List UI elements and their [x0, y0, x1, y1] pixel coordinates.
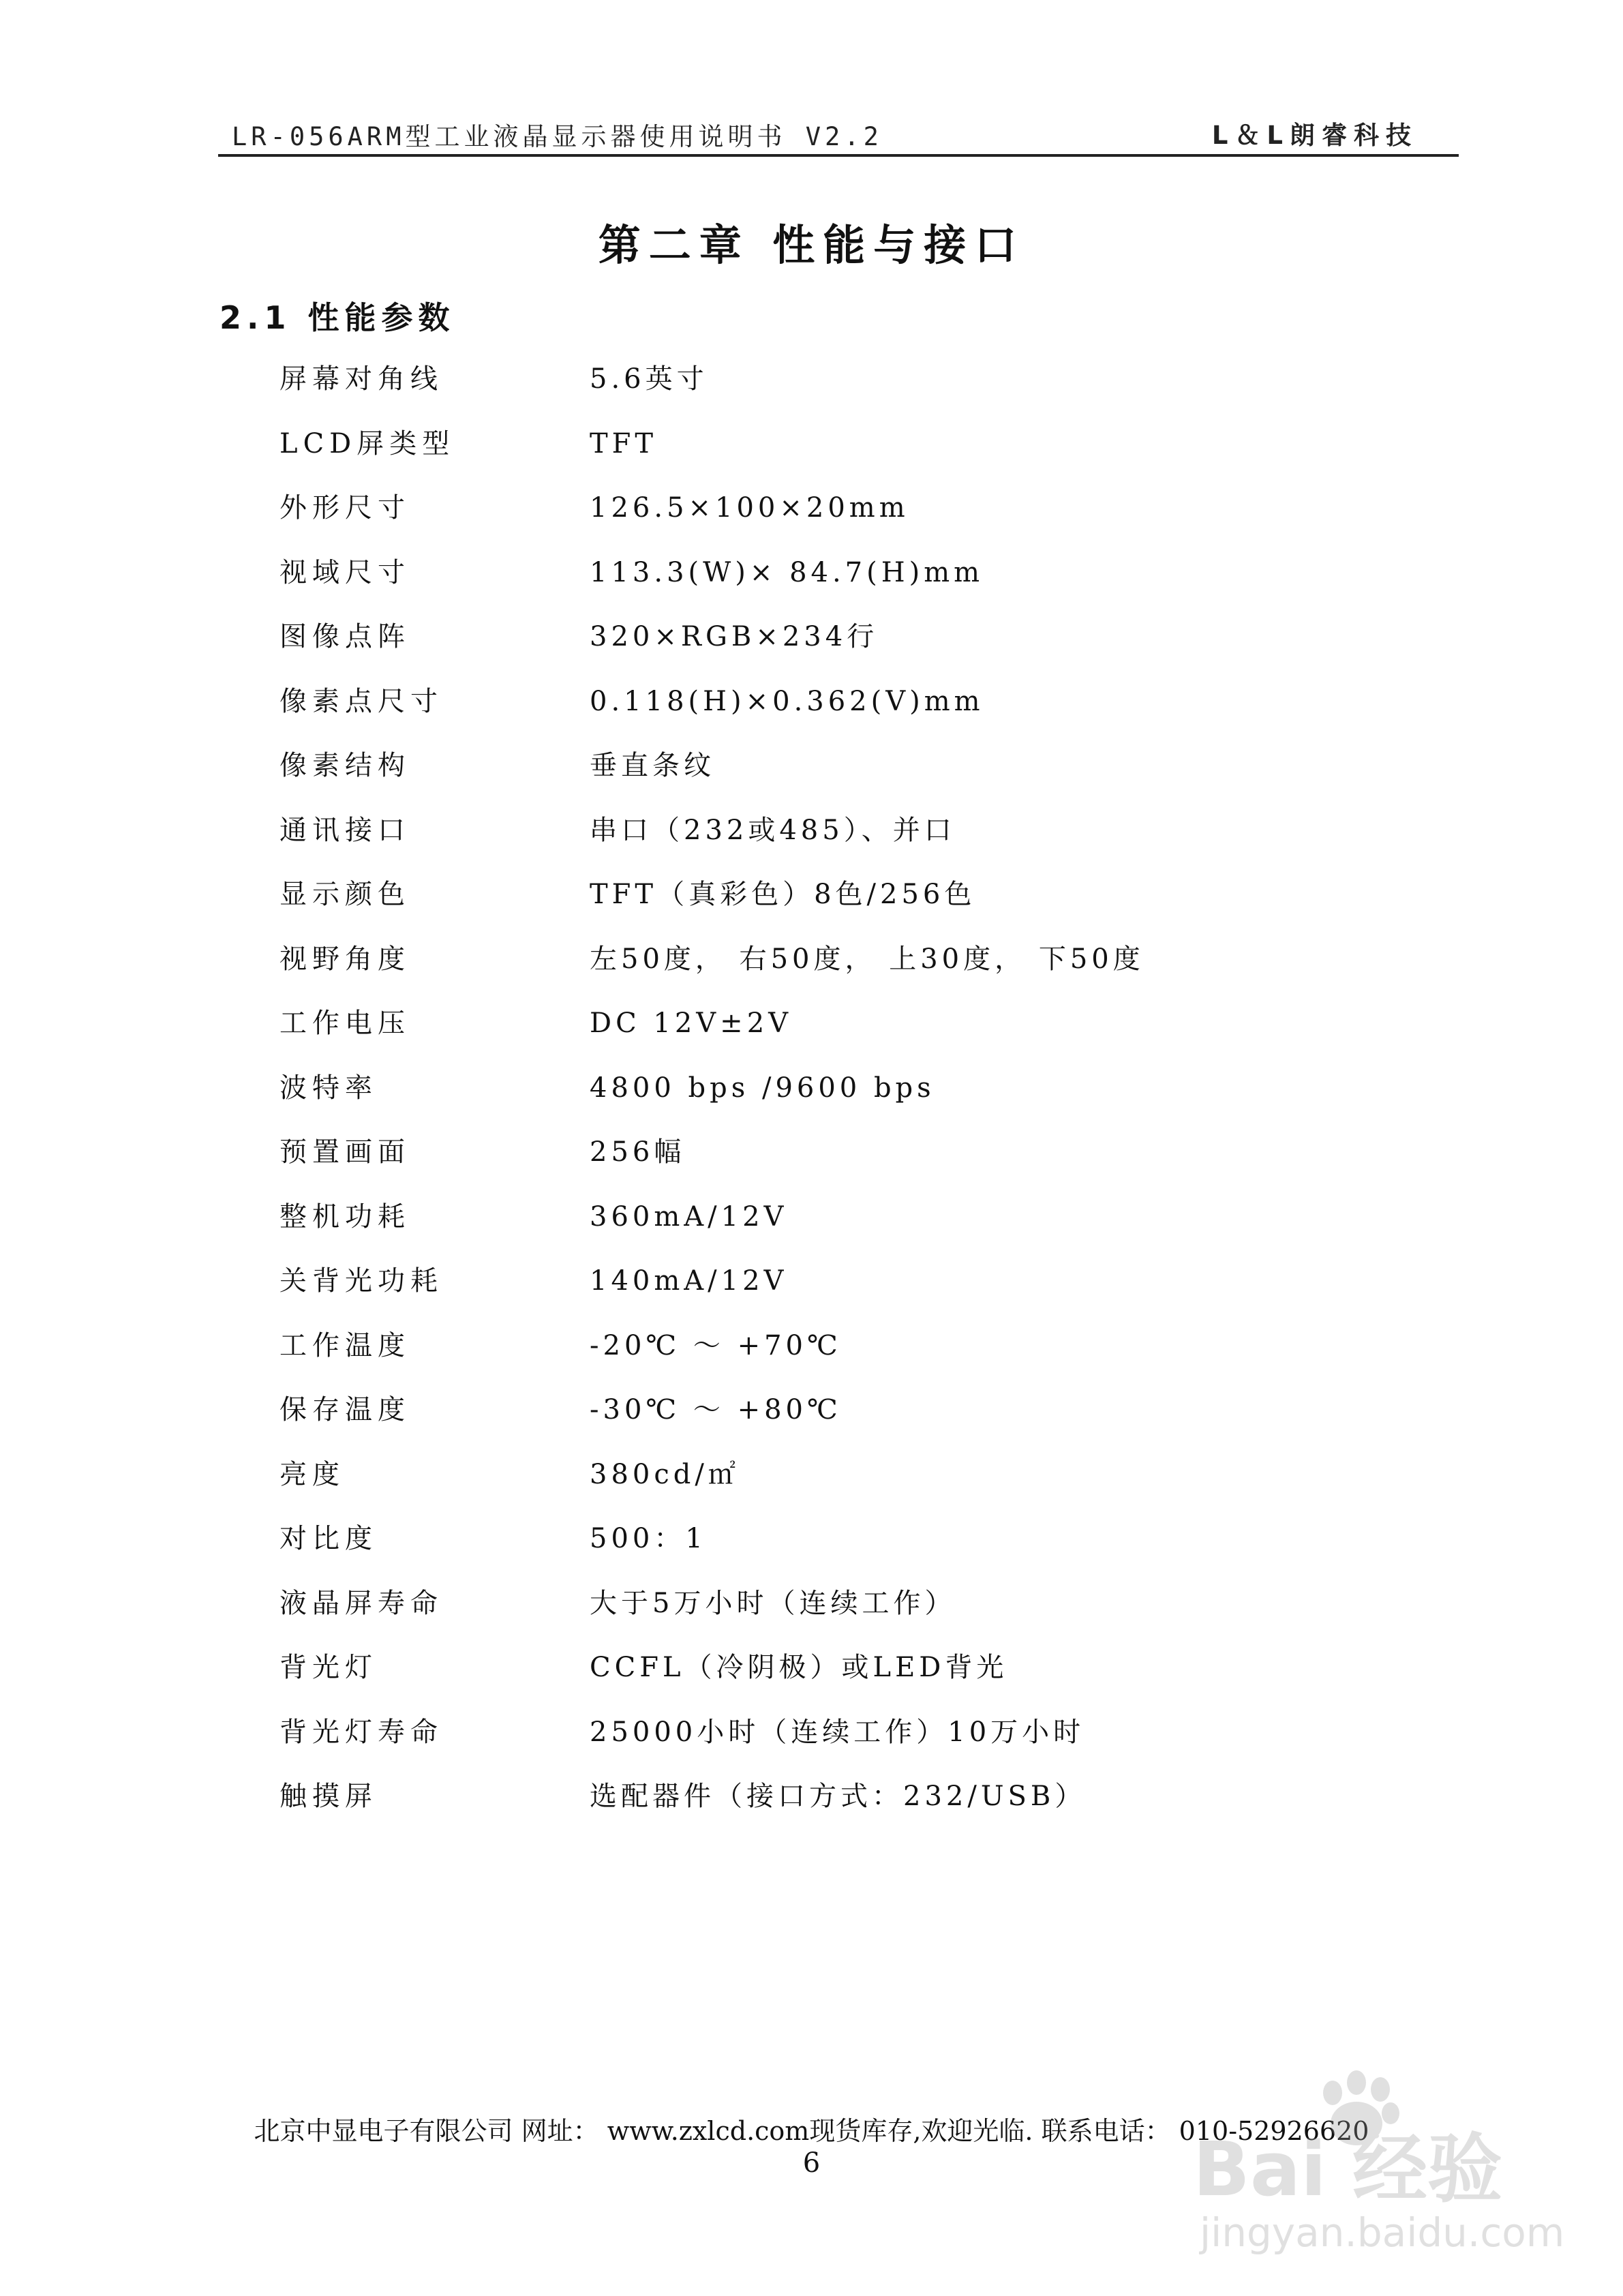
- param-value: 大于5万小时（连续工作）: [590, 1587, 956, 1619]
- param-value: 0.118(H)×0.362(V)mm: [590, 685, 984, 717]
- param-value: DC 12V±2V: [590, 1008, 793, 1039]
- param-row: [279, 1065, 1506, 1130]
- param-row: [279, 807, 1506, 872]
- param-row: [279, 1451, 1506, 1516]
- param-value: TFT: [590, 427, 658, 459]
- param-name: 背光灯寿命: [279, 1716, 443, 1748]
- param-row: [279, 1000, 1506, 1065]
- param-name: 显示颜色: [279, 879, 410, 910]
- param-value: 5.6英寸: [590, 363, 708, 395]
- param-value: 串口（232或485）、并口: [590, 814, 956, 846]
- param-name: 像素结构: [279, 750, 410, 781]
- page-number: 6: [802, 2147, 821, 2179]
- param-value: -20℃ ～ +70℃: [590, 1329, 842, 1361]
- watermark-logo-text: Bai 经验: [1193, 2126, 1503, 2213]
- param-row: [279, 1323, 1506, 1387]
- param-value: 126.5×100×20mm: [590, 492, 909, 524]
- param-name: 视域尺寸: [279, 556, 410, 588]
- param-name: LCD屏类型: [279, 427, 455, 459]
- param-row: [279, 678, 1506, 743]
- param-row: [279, 1580, 1506, 1645]
- section-title: 2.1 性能参数: [219, 299, 455, 336]
- param-value: 113.3(W)× 84.7(H)mm: [590, 556, 984, 588]
- param-name: 触摸屏: [279, 1781, 378, 1812]
- param-name: 预置画面: [279, 1136, 410, 1168]
- param-name: 保存温度: [279, 1394, 410, 1425]
- param-row: [279, 1258, 1506, 1323]
- performance-parameters-list: [279, 356, 1506, 1838]
- param-value: TFT（真彩色）8色/256色: [590, 879, 976, 910]
- param-name: 背光灯: [279, 1652, 378, 1683]
- param-row: [279, 614, 1506, 678]
- page-header: [218, 109, 1459, 157]
- param-row: [279, 549, 1506, 614]
- param-name: 视野角度: [279, 943, 410, 975]
- param-name: 亮度: [279, 1458, 345, 1490]
- param-value: 140mA/12V: [590, 1265, 788, 1297]
- param-value: CCFL（冷阴极）或LED背光: [590, 1652, 1008, 1683]
- param-name: 工作电压: [279, 1008, 410, 1039]
- param-row: [279, 1773, 1506, 1838]
- param-name: 像素点尺寸: [279, 685, 443, 717]
- param-row: [279, 1194, 1506, 1258]
- chapter-title: 第二章 性能与接口: [598, 220, 1025, 270]
- param-name: 关背光功耗: [279, 1265, 443, 1297]
- param-value: 25000小时（连续工作）10万小时: [590, 1716, 1085, 1748]
- param-row: [279, 1129, 1506, 1194]
- footer-contact: 北京中显电子有限公司 网址： www.zxlcd.com现货库存,欢迎光临. 联系电话： 010-52926620: [254, 2116, 1369, 2146]
- param-value: -30℃ ～ +80℃: [590, 1394, 842, 1425]
- param-row: [279, 742, 1506, 807]
- param-row: [279, 356, 1506, 421]
- param-name: 液晶屏寿命: [279, 1587, 443, 1619]
- param-name: 整机功耗: [279, 1200, 410, 1233]
- document-title: LR-056ARM型工业液晶显示器使用说明书 V2.2: [232, 122, 883, 151]
- param-value: 256幅: [590, 1136, 686, 1168]
- param-row: [279, 871, 1506, 936]
- baidu-watermark-logo: [1152, 2052, 1575, 2256]
- param-value: 500：1: [590, 1523, 707, 1554]
- watermark-url-text: jingyan.baidu.com: [1200, 2209, 1565, 2256]
- param-row: [279, 1644, 1506, 1709]
- param-value: 垂直条纹: [590, 750, 715, 781]
- param-row: [279, 1709, 1506, 1774]
- param-name: 外形尺寸: [279, 492, 410, 524]
- brand-name: L＆L朗睿科技: [1211, 121, 1418, 150]
- param-row: [279, 485, 1506, 549]
- param-row: [279, 936, 1506, 1001]
- param-value: 选配器件（接口方式：232/USB）: [590, 1781, 1087, 1812]
- param-value: 380cd/㎡: [590, 1458, 740, 1490]
- param-row: [279, 421, 1506, 485]
- param-value: 320×RGB×234行: [590, 621, 879, 652]
- param-name: 通讯接口: [279, 814, 410, 846]
- param-name: 图像点阵: [279, 621, 410, 652]
- param-name: 屏幕对角线: [279, 363, 443, 395]
- param-name: 对比度: [279, 1523, 378, 1554]
- param-value: 4800 bps /9600 bps: [590, 1072, 935, 1104]
- param-row: [279, 1387, 1506, 1451]
- param-row: [279, 1515, 1506, 1580]
- param-value: 360mA/12V: [590, 1200, 788, 1233]
- param-value: 左50度， 右50度， 上30度， 下50度: [590, 943, 1144, 975]
- param-name: 波特率: [279, 1072, 378, 1104]
- param-name: 工作温度: [279, 1329, 410, 1361]
